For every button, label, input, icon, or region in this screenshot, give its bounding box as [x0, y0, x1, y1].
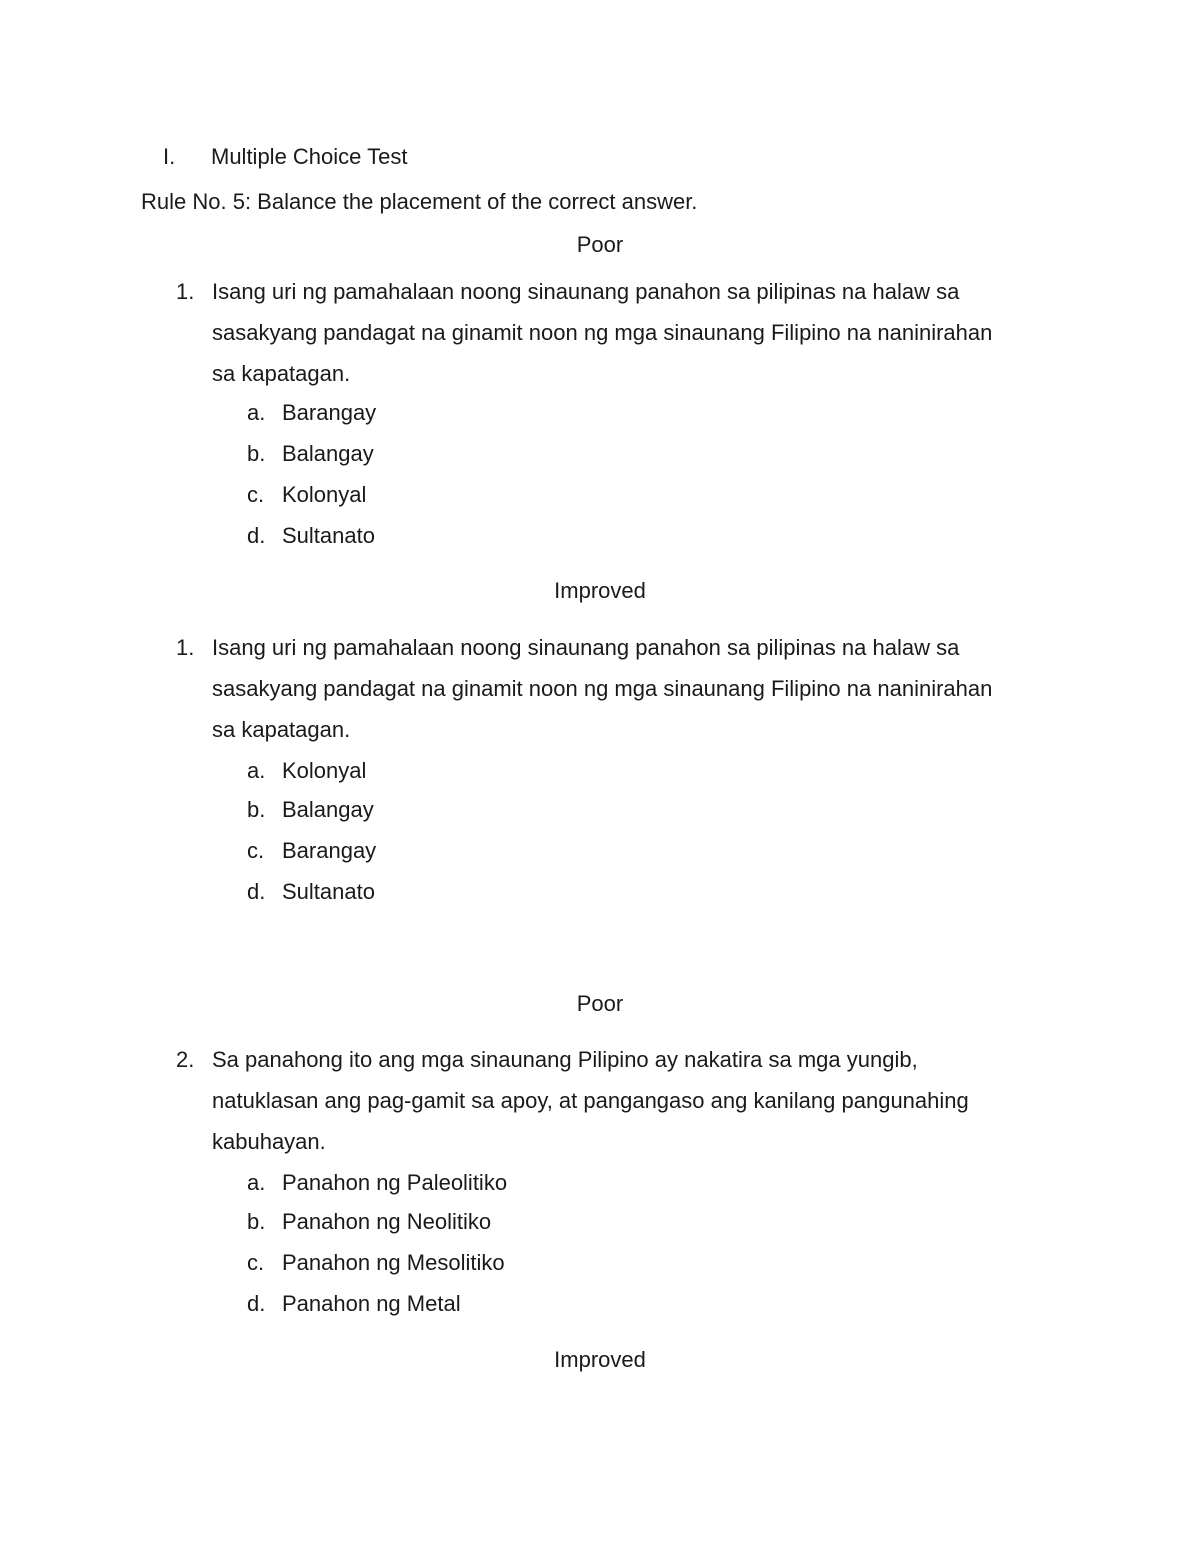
option-letter: b.	[247, 797, 266, 822]
question-line: sasakyang pandagat na ginamit noon ng mga sinaunang Filipino na naninirahan	[212, 676, 993, 701]
question-line: Isang uri ng pamahalaan noong sinaunang panahon sa pilipinas na halaw sa	[212, 635, 960, 660]
question-number: 1.	[176, 279, 195, 304]
option-text: Barangay	[282, 400, 377, 425]
option-text: Kolonyal	[282, 482, 367, 507]
option-letter: c.	[247, 1250, 265, 1275]
option-text: Panahon ng Mesolitiko	[282, 1250, 505, 1275]
option-text: Panahon ng Neolitiko	[282, 1209, 492, 1234]
option-letter: a.	[247, 1170, 266, 1195]
block-heading-poor-1: Poor	[576, 232, 624, 257]
block-heading-poor-2: Poor	[576, 991, 624, 1016]
block-heading-improved-1: Improved	[554, 578, 646, 603]
option-text: Sultanato	[282, 523, 375, 548]
option-letter: a.	[247, 400, 266, 425]
option-letter: b.	[247, 1209, 266, 1234]
option-letter: d.	[247, 1291, 266, 1316]
rule-text: Rule No. 5: Balance the placement of the correct answer.	[141, 189, 698, 214]
option-text: Barangay	[282, 838, 377, 863]
question-number: 1.	[176, 635, 195, 660]
question-number: 2.	[176, 1047, 195, 1072]
section-title: Multiple Choice Test	[211, 144, 408, 169]
question-line: kabuhayan.	[212, 1129, 326, 1154]
option-letter: d.	[247, 879, 266, 904]
option-letter: b.	[247, 441, 266, 466]
option-text: Panahon ng Metal	[282, 1291, 461, 1316]
option-text: Panahon ng Paleolitiko	[282, 1170, 508, 1195]
section-numeral: I.	[163, 144, 176, 169]
question-line: sa kapatagan.	[212, 361, 351, 386]
question-line: sa kapatagan.	[212, 717, 351, 742]
option-letter: c.	[247, 482, 265, 507]
option-letter: c.	[247, 838, 265, 863]
question-line: Sa panahong ito ang mga sinaunang Pilipino ay nakatira sa mga yungib,	[212, 1047, 918, 1072]
option-text: Sultanato	[282, 879, 375, 904]
option-text: Kolonyal	[282, 758, 367, 783]
option-text: Balangay	[282, 441, 374, 466]
option-letter: d.	[247, 523, 266, 548]
block-heading-improved-2: Improved	[554, 1347, 646, 1372]
question-line: natuklasan ang pag-gamit sa apoy, at pangangaso ang kanilang pangunahing	[212, 1088, 969, 1113]
option-text: Balangay	[282, 797, 374, 822]
question-line: sasakyang pandagat na ginamit noon ng mga sinaunang Filipino na naninirahan	[212, 320, 993, 345]
question-line: Isang uri ng pamahalaan noong sinaunang panahon sa pilipinas na halaw sa	[212, 279, 960, 304]
option-letter: a.	[247, 758, 266, 783]
